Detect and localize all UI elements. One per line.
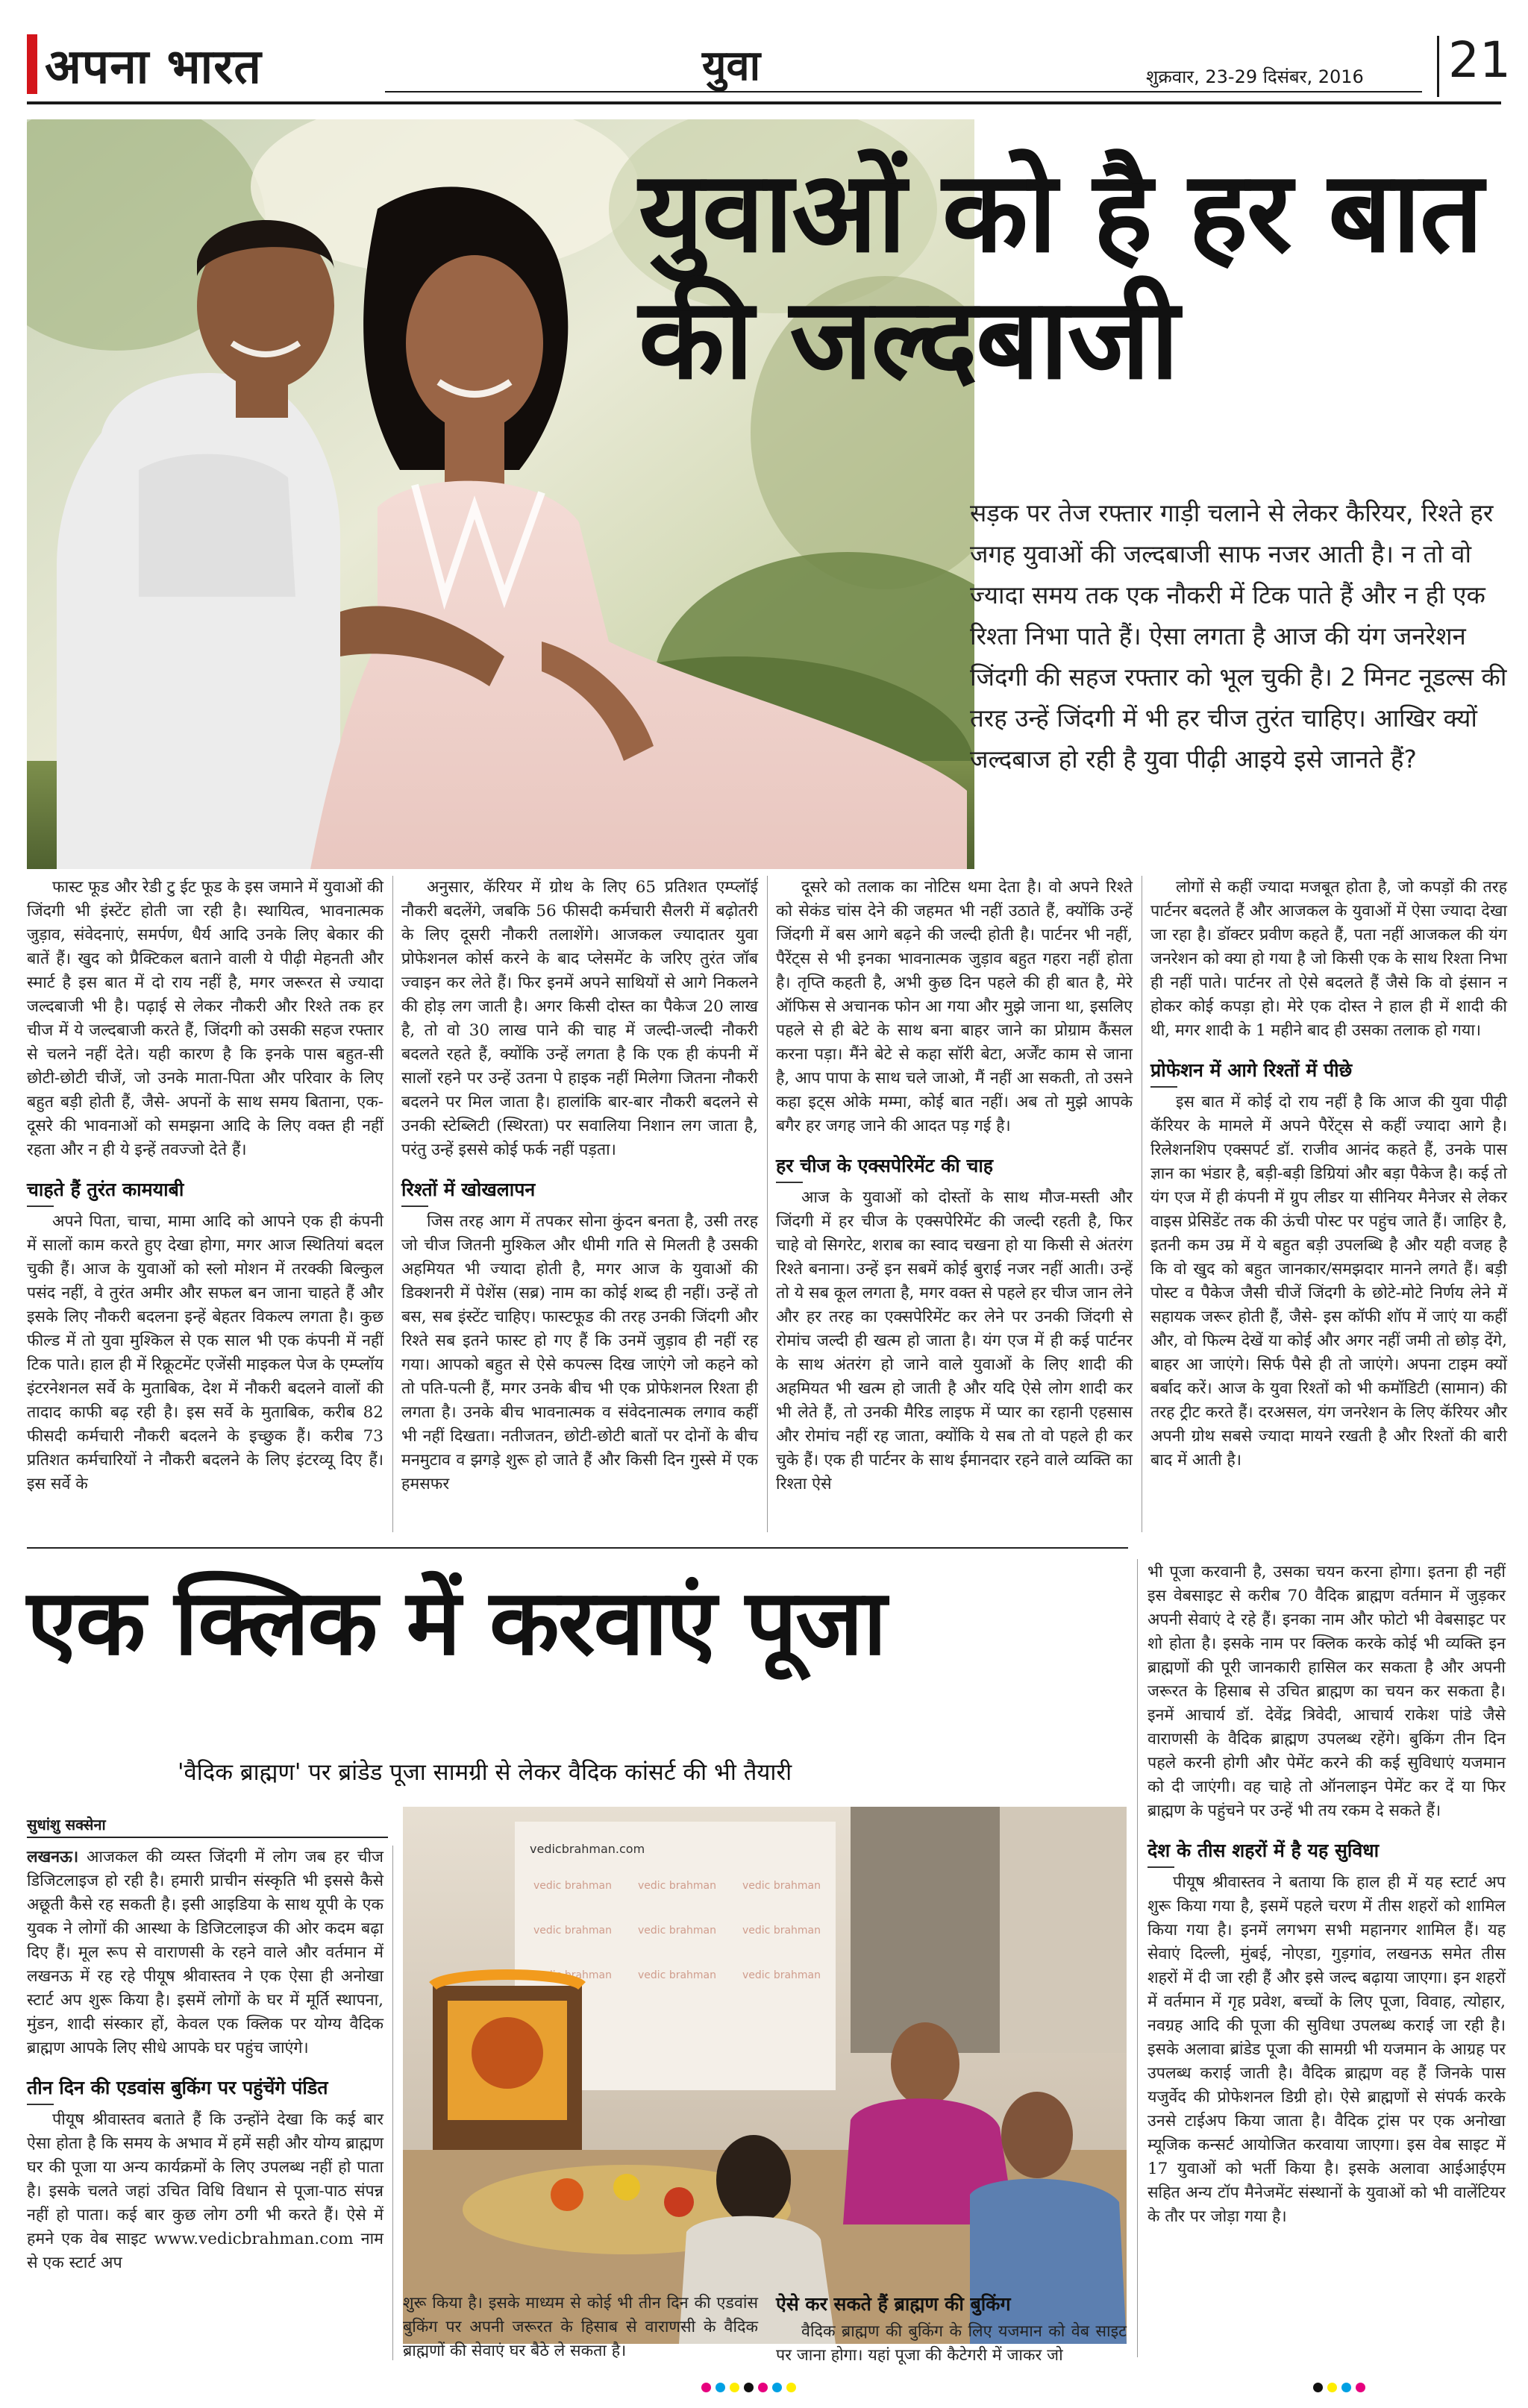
- subhead-rule: [401, 1205, 428, 1207]
- svg-text:vedic brahman: vedic brahman: [533, 1880, 613, 1892]
- story2-subhead-1: तीन दिन की एडवांस बुकिंग पर पहुंचेंगे पंडित: [27, 2077, 328, 2098]
- story-separator: [27, 1547, 1128, 1549]
- story2-col2-para1: शुरू किया है। इसके माध्यम से कोई भी तीन दिन की एडवांस बुकिंग पर अपनी जरूरत के हिसाब से वाराणसी के वैदिक ब्राह्मणों की सेवाएं घर बैठे ले सकता है।: [403, 2294, 758, 2360]
- story1-col1-para2: अपने पिता, चाचा, मामा आदि को आपने एक ही कंपनी में सालों काम करते हुए देखा होगा, मगर आज स्थितियां बदल चुकी हैं। आज के युवाओं को स्लो मोशन में तरक्की बिल्कुल पसंद नहीं, वे तुरंत अमीर और सफल बन जाना चाहते हैं और इसके लिए नौकरी बदलना इन्हें बेहतर विकल्प लगता है। कुछ फील्ड में तो युवा मुश्किल से एक साल भी एक कंपनी में नहीं टिक पाते। हाल ही में रिक्रूटमेंट एजेंसी माइकल पेज के एम्प्लॉय इंटरनेशनल सर्वे के मुताबिक, देश में नौकरी बदलने वालों की तादाद काफी बढ़ रही है। इस सर्वे के मुताबिक, करीब 82 फीसदी कर्मचारी नौकरी बदलने के इच्छुक हैं। करीब 73 प्रतिशत कर्मचारियों ने नौकरी बदलने के लिए इंटरव्यू दिए हैं। इस सर्वे के: [27, 1212, 383, 1493]
- story1-col3-para1: दूसरे को तलाक का नोटिस थमा देता है। वो अपने रिश्ते को सेकंड चांस देने की जहमत भी नहीं उठाते हैं, क्योंकि उन्हें जिंदगी में बस आगे बढ़ने की जल्दी होती है। पार्टनर भी नहीं, पैरेंट्स से भी इनका भावनात्मक जुड़ाव बहुत गहरा नहीं होता है। तृप्ति कहती है, अभी कुछ दिन पहले की ही बात है, मेरे ऑफिस से अचानक फोन आ गया और मुझे जाना था, इसलिए पहले से ही बेटे के साथ बना बाहर जाने का प्रोग्राम कैंसल करना पड़ा। मैंने बेटे से कहा सॉरी बेटा, अर्जेंट काम से जाना है, आप पापा के साथ चले जाओ, मैं नहीं आ सकती, तो उसने कहा इट्स ओके मम्मा, कोई बात नहीं। अब तो मुझे आपके बगैर हर जगह जाने की आदत पड़ गई है।: [776, 878, 1133, 1135]
- subhead-rule: [1147, 1866, 1174, 1868]
- story2-byline: सुधांशु सक्सेना: [27, 1816, 106, 1834]
- page-number-divider: [1437, 36, 1439, 97]
- page-number: 21: [1448, 31, 1511, 89]
- story1-col3-para2: आज के युवाओं को दोस्तों के साथ मौज-मस्ती और जिंदगी में हर चीज के एक्सपेरिमेंट की जल्दी रहती है, फिर चाहे वो सिगरेट, शराब का स्वाद चखना हो या किसी से अंतरंग रिश्ते बनाना। उन्हें इन सबमें कोई बुराई नजर नहीं आती। उन्हें तो ये सब कूल लगता है, मगर वक्त से पहले हर चीज जान लेने और हर तरह का एक्सपेरिमेंट कर लेने पर उनकी जिंदगी से रोमांच जल्दी ही खत्म हो जाता है। यंग एज में ही कई पार्टनर के साथ अंतरंग हो जाने वाले युवाओं के लिए शादी की अहमियत भी खत्म हो जाती है और यदि ऐसे लोग शादी कर भी लेते हैं, तो उनकी मैरिड लाइफ में प्यार का रहानी एहसास और रोमांच नहीं रह जाता, क्योंकि ये सब तो वो पहले ही कर चुके हैं। एक ही पार्टनर के साथ ईमानदार रहने वाले व्यक्ति का रिश्ता ऐसे: [776, 1188, 1133, 1493]
- story2-col3-para1: भी पूजा करवानी है, उसका चयन करना होगा। इतना ही नहीं इस वेबसाइट से करीब 70 वैदिक ब्राह्मण वर्तमान में जुड़कर अपनी सेवाएं दे रहे हैं। इनका नाम और फोटो भी वेबसाइट पर शो होता है। इसके नाम पर क्लिक करके कोई भी व्यक्ति इन ब्राह्मणों की पूरी जानकारी हासिल कर सकता है और अपनी जरूरत के हिसाब से उचित ब्राह्मण का चयन कर सकता है। इनमें आचार्य डॉ. देवेंद्र त्रिवेदी, आचार्य राकेश पांडे जैसे वाराणसी के वैदिक ब्राह्मण उपलब्ध रहेंगे। बुकिंग तीन दिन पहले करनी होगी और पेमेंट करने की कई सुविधाएं यजमान को दी जाएंगी। वह चाहे तो ऑनलाइन पेमेंट कर दें या फिर ब्राह्मण के पहुंचने पर उन्हें भी तय रकम दे सकते हैं।: [1147, 1563, 1506, 1820]
- story2-photo-subhead: ऐसे कर सकते हैं ब्राह्मण की बुकिंग: [776, 2293, 1011, 2315]
- registration-marks: [701, 2383, 796, 2392]
- masthead: [27, 28, 1511, 103]
- story2-dateline: लखनऊ।: [27, 1848, 79, 1866]
- story2-headline: एक क्लिक में करवाएं पूजा: [27, 1570, 886, 1675]
- story1-col2-para2: जिस तरह आग में तपकर सोना कुंदन बनता है, उसी तरह जो चीज जितनी मुश्किल और धीमी गति से मिलती है उसकी अहमियत भी ज्यादा होती है, मगर आज के युवाओं की डिक्शनरी में पेशेंस (सब्र) नाम का कोई शब्द ही नहीं। उन्हें तो बस, सब इंस्टेंट चाहिए। फास्टफूड की तरह उनकी जिंदगी और रिश्ते सब इतने फास्ट हो गए हैं कि उनमें जुड़ाव ही नहीं रह गया। आपको बहुत से ऐसे कपल्स दिख जाएंगे जो कहने को तो पति-पत्नी हैं, मगर उनके बीच भी एक प्रोफेशनल रिश्ता ही लगता है। उनके बीच भावनात्मक व संवेदनात्मक लगाव कहीं भी नहीं दिखता। नतीजतन, छोटी-छोटी बातों पर दोनों के बीच मनमुटाव व झगड़े शुरू हो जाते हैं और किसी दिन गुस्से में एक हमसफर: [401, 1212, 758, 1493]
- svg-text:vedic brahman: vedic brahman: [638, 1880, 717, 1892]
- subhead-rule: [27, 2104, 54, 2105]
- subhead-rule: [1150, 1086, 1177, 1088]
- column-divider: [767, 876, 768, 1532]
- story2-col1-para2: पीयूष श्रीवास्तव बताते हैं कि उन्होंने देखा कि कई बार ऐसा होता है कि समय के अभाव में हमें सही और योग्य ब्राह्मण घर की पूजा या अन्य कार्यक्रमों के लिए उपलब्ध नहीं हो पाता है। इसके चलते जहां उचित विधि विधान से पूजा-पाठ संपन्न नहीं हो पाता। कई बार कुछ लोग ठगी भी करते हैं। ऐसे में हमने एक वेब साइट www.vedicbrahman.com नाम से एक स्टार्ट अप: [27, 2110, 383, 2272]
- column-divider: [392, 1846, 393, 2360]
- subhead-rule: [776, 1182, 803, 1183]
- story1-subhead-3: हर चीज के एक्सपेरिमेंट की चाह: [776, 1155, 994, 1176]
- registration-marks: [1313, 2383, 1365, 2392]
- subhead-rule: [27, 1205, 54, 1207]
- column-divider: [1137, 1559, 1138, 2357]
- column-divider: [392, 876, 393, 1532]
- banner-url: vedicbrahman.com: [530, 1842, 645, 1856]
- masthead-rule: [27, 101, 1501, 104]
- story1-column-3: [776, 876, 1133, 1496]
- puja-photo: [403, 1807, 1127, 2344]
- svg-text:vedic brahman: vedic brahman: [638, 1925, 717, 1937]
- story1-headline: युवाओं को है हर बात की जल्दबाजी: [639, 148, 1482, 404]
- brand-name: अपना भारत: [45, 39, 262, 95]
- story2-subhead-2: देश के तीस शहरों में है यह सुविधा: [1147, 1840, 1380, 1861]
- story2-column-1: [27, 1846, 383, 2275]
- svg-text:vedic brahman: vedic brahman: [533, 1925, 613, 1937]
- story1-subhead-4: प्रोफेशन में आगे रिश्तों में पीछे: [1150, 1059, 1353, 1081]
- byline-rule: [27, 1837, 388, 1838]
- story1-subhead-2: रिश्तों में खोखलापन: [401, 1179, 536, 1200]
- story1-col4-para2: इस बात में कोई दो राय नहीं है कि आज की युवा पीढ़ी कॅरियर के मामले में अपने पैरेंट्स से कहीं ज्यादा आगे है। रिलेशनशिप एक्सपर्ट डॉ. राजीव आनंद कहते हैं, उनके पास ज्ञान का भंडार है, बड़ी-बड़ी डिग्रियां और बड़ा पैकेज है। कई तो यंग एज में ही कंपनी में ग्रुप लीडर या सीनियर मैनेजर से लेकर वाइस प्रेसिडेंट तक की ऊंची पोस्ट पर पहुंच जाते हैं। जाहिर है, इतनी कम उम्र में ये बहुत बड़ी उपलब्धि है और यही वजह है कि वो खुद को बहुत जानकार/समझदार मानने लगते हैं। बड़ी पोस्ट व पैकेज जैसी चीजें जिंदगी के छोटे-मोटे निर्णय लेने में सहायक जरूर होती हैं, जैसे- इस कॉफी शॉप में जाएं या कहीं और, वो फिल्म देखें या कोई और अगर नहीं जमी तो छोड़ देंगे, बाहर आ जाएंगे। सिर्फ पैसे ही तो जाएंगे। अपना टाइम क्यों बर्बाद करें। आज के युवा रिश्तों को भी कमॉडिटी (सामान) की तरह ट्रीट करते हैं। दरअसल, यंग जनरेशन के लिए कॅरियर और अपनी ग्रोथ सबसे ज्यादा मायने रखती है और रिश्तों की बारी बाद में आती है।: [1150, 1093, 1507, 1470]
- svg-text:vedic brahman: vedic brahman: [742, 1880, 821, 1892]
- story1-column-1: [27, 876, 383, 1496]
- section-name: युवा: [702, 42, 761, 90]
- issue-date: शुक्रवार, 23-29 दिसंबर, 2016: [1146, 66, 1364, 87]
- masthead-thin-rule: [385, 91, 1422, 93]
- brand: [27, 28, 262, 100]
- svg-text:vedic brahman: vedic brahman: [638, 1969, 717, 1981]
- story2-caption-para: वैदिक ब्राह्मण की बुकिंग के लिए यजमान को वेब साइट पर जाना होगा। यहां पूजा की कैटेगरी में जाकर जो: [776, 2322, 1127, 2365]
- story1-col4-para1: लोगों से कहीं ज्यादा मजबूत होता है, जो कपड़ों की तरह पार्टनर बदलते हैं और आजकल के युवाओं में ऐसा ज्यादा देखा जा रहा है। डॉक्टर प्रवीण कहते हैं, पता नहीं आजकल की यंग जनरेशन को क्या हो गया है जो किसी एक के साथ रिश्ता निभा ही नहीं पाते। पार्टनर तो ऐसे बदलते हैं जैसे कि वो इंसान न होकर कोई कपड़ा हो। मेरे एक दोस्त ने हाल ही में शादी की थी, मगर शादी के 1 महीने बाद ही उसका तलाक हो गया।: [1150, 878, 1507, 1040]
- story2-col3-para2: पीयूष श्रीवास्तव ने बताया कि हाल ही में यह स्टार्ट अप शुरू किया गया है, इसमें पहले चरण में तीस शहरों को शामिल किया गया है। इनमें लगभग सभी महानगर शामिल हैं। यह सेवाएं दिल्ली, मुंबई, नोएडा, गुड़गांव, लखनऊ समेत तीस शहरों में दी जा रही हैं और इसे जल्द बढ़ाया जाएगा। इन शहरों में वर्तमान में गृह प्रवेश, बच्चों के लिए पूजा, विवाह, त्योहार, नवग्रह आदि की पूजा की सुविधा उपलब्ध कराई जा रही है। इसके अलावा ब्रांडेड पूजा की सामग्री भी यजमान के आग्रह पर उपलब्ध कराई जाती है। वैदिक ब्राह्मण वह हैं जिनके पास यजुर्वेद की प्रोफेशनल डिग्री हो। ऐसे ब्राह्मणों से संपर्क करके उनसे टाईअप किया जाता है। वैदिक ट्रांस पर एक अनोखा म्यूजिक कन्सर्ट आयोजित करवाया जाएगा। इस वेब साइट में 17 युवाओं को भर्ती किया है। इसके अलावा आईआईएम सहित अन्य टॉप मैनेजमेंट संस्थानों के युवाओं को भी वालेंटियर के तौर पर जोड़ा गया है।: [1147, 1873, 1506, 2226]
- story2-col1-para1: आजकल की व्यस्त जिंदगी में लोग जब हर चीज डिजिटलाइज हो रही है। हमारी प्राचीन संस्कृति भी इससे कैसे अछूती कैसे रह सकती है। इसी आइडिया के साथ यूपी के एक युवक ने लोगों की आस्था के डिजिटलाइज की ओर कदम बढ़ा दिए हैं। मूल रूप से वाराणसी के रहने वाले और वर्तमान में लखनऊ में रह रहे पीयूष श्रीवास्तव ने एक ऐसा ही अनोखा स्टार्ट अप शुरू किया है। इसमें लोगों के घर में मूर्ति स्थापना, मुंडन, शादी संस्कार हों, केवल एक क्लिक पर योग्य वैदिक ब्राह्मण आपके लिए सीधे आपके घर पहुंच जाएंगे।: [27, 1848, 383, 2057]
- story2-caption-column: [776, 2292, 1127, 2368]
- story1-column-2: [401, 876, 758, 1496]
- svg-text:vedic brahman: vedic brahman: [533, 1969, 613, 1981]
- story1-col1-para1: फास्ट फूड और रेडी टु ईट फूड के इस जमाने में युवाओं की जिंदगी भी इंस्टेंट होती जा रही है। स्थायित्व, भावनात्मक जुड़ाव, संवेदनाएं, समर्पण, धैर्य आदि उनके लिए बेकार की बातें हैं। खुद को प्रैक्टिकल बताने वाली ये पीढ़ी मेहनती और स्मार्ट है इस बात में दो राय नहीं है, मगर जरूरत से ज्यादा जल्दबाजी भी है। पढ़ाई से लेकर नौकरी और रिश्ते तक हर चीज में ये जल्दबाजी करते हैं, जिंदगी को उसकी सहज रफ्तार से चलने नहीं देते। यही कारण है कि इनके पास बहुत-सी छोटी-छोटी चीजें, जो उनके माता-पिता और परिवार के लिए बहुत बड़ी होती हैं, जैसे- अपनों के साथ समय बिताना, एक-दूसरे की भावनाओं को समझना आदि के लिए वक्त ही नहीं रहता और न ही ये इन्हें तवज्जो देते हैं।: [27, 878, 383, 1159]
- brand-red-bar: [27, 34, 37, 94]
- story1-subhead-1: चाहते हैं तुरंत कामयाबी: [27, 1179, 184, 1200]
- story1-standfirst: सड़क पर तेज रफ्तार गाड़ी चलाने से लेकर कैरियर, रिश्ते हर जगह युवाओं की जल्दबाजी साफ नजर आती है। न तो वो ज्यादा समय तक एक नौकरी में टिक पाते हैं और न ही एक रिश्ता निभा पाते हैं। ऐसा लगता है आज की यंग जनरेशन जिंदगी की सहज रफ्तार को भूल चुकी है। 2 मिनट नूडल्स की तरह उन्हें जिंदगी में भी हर चीज तुरंत चाहिए। आखिर क्यों जल्दबाज हो रही है युवा पीढ़ी आइये इसे जानते हैं?: [970, 498, 1507, 774]
- story2-column-3: [1147, 1561, 1506, 2229]
- svg-text:vedic brahman: vedic brahman: [742, 1969, 821, 1981]
- story2-photo-column-text: [403, 2292, 758, 2363]
- story1-col2-para1: अनुसार, कॅरियर में ग्रोथ के लिए 65 प्रतिशत एम्प्लॉई नौकरी बदलेंगे, जबकि 56 फीसदी कर्मचारी सैलरी में बढ़ोतरी के लिए दूसरी नौकरी तलाशेंगे। आजकल ज्यादातर युवा प्रोफेशनल कोर्स करने के बाद प्लेसमेंट के जरिए तुरंत जॉब ज्वाइन कर लेते हैं। फिर इनमें अपने साथियों से आगे निकलने की होड़ लग जाती है। अगर किसी दोस्त का पैकेज 20 लाख है, तो वो 30 लाख पाने की चाह में जल्दी-जल्दी नौकरी बदलते रहते हैं, क्योंकि उन्हें लगता है कि एक ही कंपनी में सालों रहने पर उन्हें उतना पे हाइक नहीं मिलेगा जितना नौकरी बदलने पर मिल जाता है। हालांकि बार-बार नौकरी बदलने से उनकी स्टेब्लिटी (स्थिरता) पर सवालिया निशान लग जाता है, परंतु उन्हें इससे कोई फर्क नहीं पड़ता।: [401, 878, 758, 1159]
- story1-column-4: [1150, 876, 1507, 1473]
- story2-deck: 'वैदिक ब्राह्मण' पर ब्रांडेड पूजा सामग्री से लेकर वैदिक कांसर्ट की भी तैयारी: [178, 1759, 792, 1786]
- svg-text:vedic brahman: vedic brahman: [742, 1925, 821, 1937]
